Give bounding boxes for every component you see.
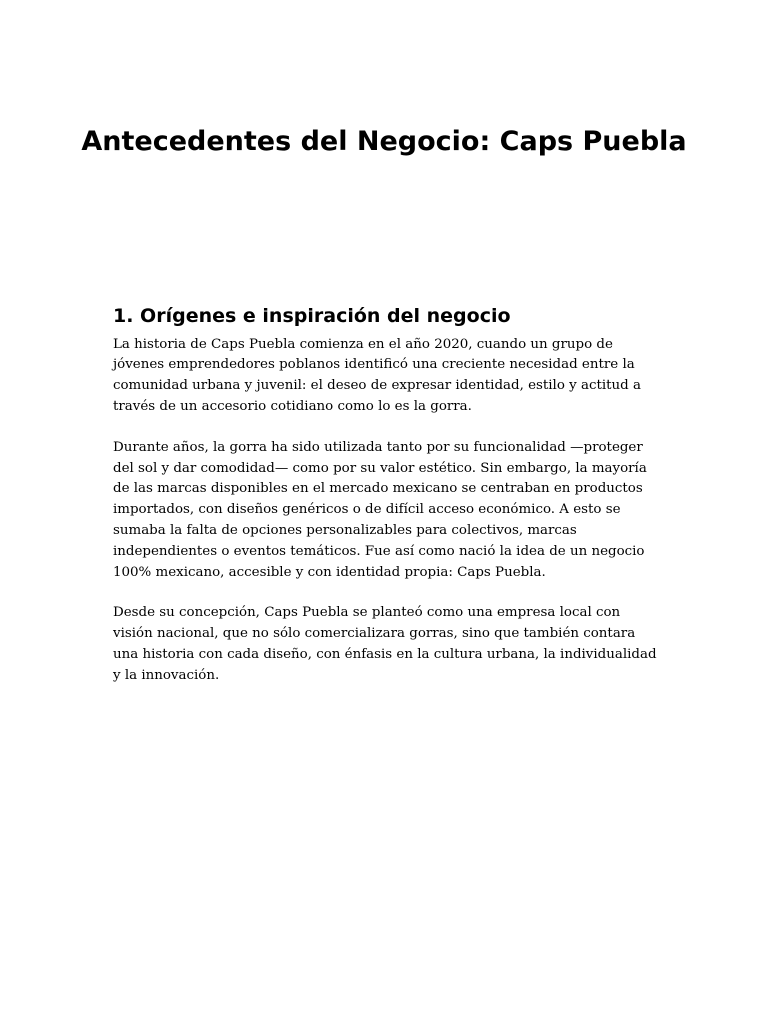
- paragraph-market-context: Durante años, la gorra ha sido utilizada tanto por su funcionalidad —proteger del sol y dar comodidad— como por su valor estético. Sin embargo, la mayoría de las marcas disponibles en el mercado mexicano se centraban en productos importados, con diseños genéricos o de difícil acceso económico. A esto se sumaba la falta de opciones personalizables para colectivos, marcas independientes o eventos temáticos. Fue así como nació la idea de un negocio 100% mexicano, accesible y con identidad propia: Caps Puebla.: [113, 439, 647, 580]
- section-origins: [113, 304, 658, 707]
- document-title: Antecedentes del Negocio: Caps Puebla: [81, 126, 687, 157]
- section-heading: 1. Orígenes e inspiración del negocio: [113, 305, 511, 327]
- paragraph-history: La historia de Caps Puebla comienza en el año 2020, cuando un grupo de jóvenes emprendedores poblanos identificó una creciente necesidad entre la comunidad urbana y juvenil: el deseo de expresar identidad, estilo y actitud a través de un accesorio cotidiano como lo es la gorra.: [113, 336, 641, 415]
- paragraph-concept: Desde su concepción, Caps Puebla se planteó como una empresa local con visión nacional, que no sólo comercializara gorras, sino que también contara una historia con cada diseño, con énfasis en la cultura urbana, la individualidad y la innovación.: [113, 605, 657, 683]
